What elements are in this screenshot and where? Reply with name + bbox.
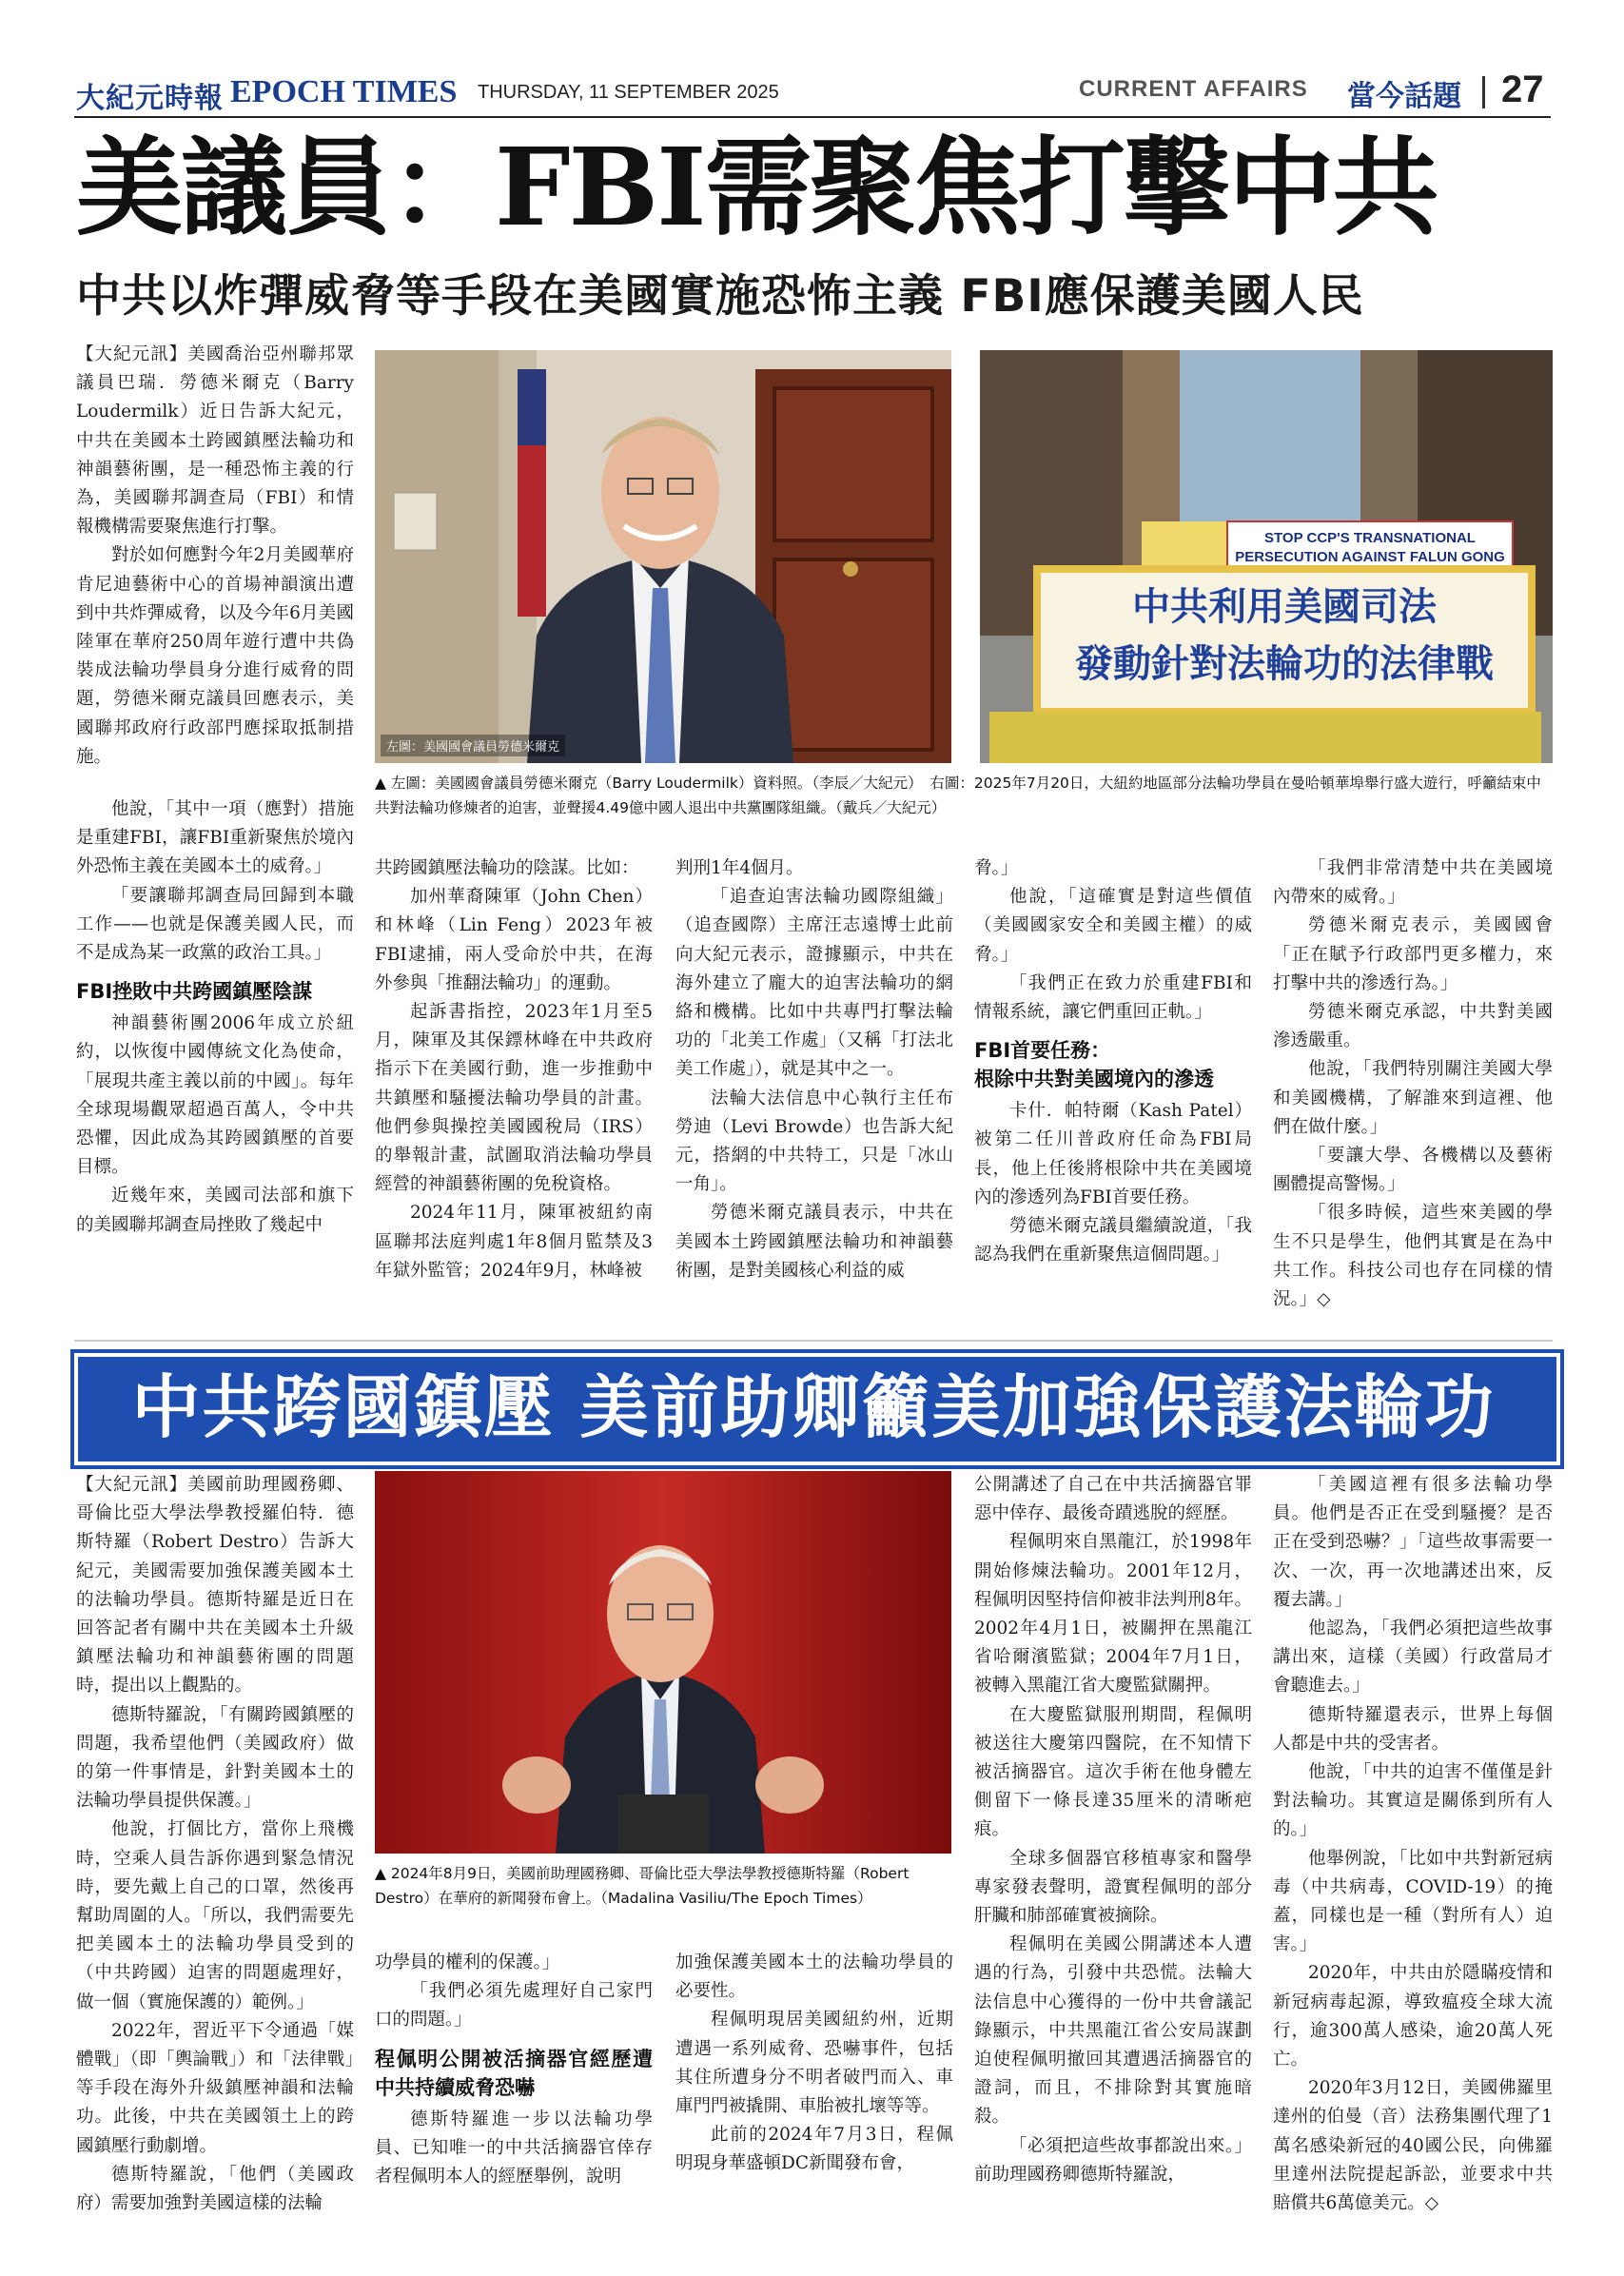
paragraph: 程佩明來自黑龍江，於1998年開始修煉法輪功。2001年12月，程佩明因堅持信仰被非法判刑8年。2002年4月1日，被關押在黑龍江省哈爾濱監獄；2004年7月1日，被轉入黑龍江省大慶監獄關押。 (974, 1532, 1252, 1697)
story2-column-5 (1273, 1471, 1553, 2261)
paragraph: 德斯特羅還表示，世界上每個人都是中共的受害者。 (1273, 1704, 1553, 1754)
paragraph: 「要讓聯邦調查局回歸到本職工作——也就是保護美國人民，而不是成為某一政黨的政治工具。」 (76, 885, 354, 964)
page-number: 27 (1501, 69, 1544, 110)
subhead-fbi-priority-line2: 根除中共對美國境內的滲透 (974, 1068, 1214, 1091)
paragraph: 加強保護美國本土的法輪功學員的必要性。 (675, 1952, 953, 2002)
story1-headline: 美議員：FBI需聚焦打擊中共 (76, 126, 1438, 250)
paragraph: 共跨國鎮壓法輪功的陰謀。比如： (375, 858, 639, 878)
photo-parade (980, 350, 1553, 763)
paragraph: 【大紀元訊】美國喬治亞州聯邦眾議員巴瑞．勞德米爾克（Barry Loudermilk）近日告訴大紀元，中共在美國本土跨國鎮壓法輪功和神韻藝術團，是一種恐怖主義的行為，美國聯邦調查局（FBI）和情報機構需要聚焦進行打擊。 (76, 344, 354, 538)
paragraph: 在大慶監獄服刑期間，程佩明被送往大慶第四醫院，在不知情下被活摘器官。這次手術在他身體左側留下一條長達35厘米的清晰疤痕。 (974, 1704, 1252, 1840)
paragraph: 勞德米爾克承認，中共對美國滲透嚴重。 (1273, 1002, 1553, 1051)
issue-date: THURSDAY, 11 SEPTEMBER 2025 (478, 82, 779, 103)
paragraph: 近幾年來，美國司法部和旗下的美國聯邦調查局挫敗了幾起中 (76, 1186, 354, 1235)
story1-column-4 (974, 854, 1252, 1328)
subhead-fbi-priority: FBI首要任務： (974, 1039, 1111, 1063)
paragraph: 2020年3月12日，美國佛羅里達州的伯曼（音）法務集團代理了1萬名感染新冠的40國公民，向佛羅里達州法院提起訴訟，並要求中共賠償共6萬億美元。◇ (1273, 2078, 1553, 2214)
paragraph: 此前的2024年7月3日，程佩明現身華盛頓DC新聞發布會， (675, 2125, 953, 2174)
paragraph: 「美國這裡有很多法輪功學員。他們是否正在受到騷擾？是否正在受到恐嚇？」「這些故事需要一次、一次，再一次地講述出來，反覆去講。」 (1273, 1475, 1553, 1610)
paragraph: 公開講述了自己在中共活摘器官罪惡中倖存、最後奇蹟逃脫的經歷。 (974, 1475, 1252, 1524)
paragraph: 神韻藝術團2006年成立於紐約，以恢復中國傳統文化為使命，「展現共產主義以前的中國」。每年全球現場觀眾超過百萬人，令中共恐懼，因此成為其跨國鎮壓的首要目標。 (76, 1013, 354, 1178)
story1-column-1-bottom (76, 795, 354, 1328)
story2-column-4 (974, 1471, 1252, 2261)
story2-headline: 中共跨國鎮壓 美前助卿籲美加強保護法輪功 (131, 1367, 1496, 1447)
photo-destro (375, 1471, 951, 1854)
story1-column-5 (1273, 854, 1553, 1328)
paragraph: 他說，「其中一項（應對）措施是重建FBI，讓FBI重新聚焦於境內外恐怖主義在美國本土的威脅。」 (76, 799, 354, 877)
story2-column-1 (76, 1471, 354, 2261)
paragraph: 他說，「我們特別關注美國大學和美國機構，了解誰來到這裡、他們在做什麼。」 (1273, 1059, 1553, 1137)
story2-column-2 (375, 1949, 653, 2261)
story1-column-2 (375, 854, 653, 1328)
paragraph: 「要讓大學、各機構以及藝術團體提高警惕。」 (1273, 1146, 1553, 1195)
protest-banner-line2: 發動針對法輪功的法律戰 (1075, 642, 1494, 686)
section-name-english: CURRENT AFFAIRS (1079, 76, 1308, 102)
paragraph: 起訴書指控，2023年1月至5月，陳軍及其保鏢林峰在中共政府指示下在美國行動，進一步推動中共鎮壓和騷擾法輪功學員的計畫。他們參與操控美國國稅局（IRS）的舉報計畫，試圖取消法輪功學員經營的神韻藝術團的免稅資格。 (375, 1002, 653, 1195)
paragraph: 勞德米爾克議員表示，中共在美國本土跨國鎮壓法輪功和神韻藝術團，是對美國核心利益的威 (675, 1203, 953, 1281)
portrait-illustration (375, 350, 951, 763)
paragraph: 勞德米爾克表示，美國國會「正在賦予行政部門更多權力，來打擊中共的滲透行為。」 (1273, 915, 1553, 993)
paragraph: 「我們非常清楚中共在美國境內帶來的威脅。」 (1273, 858, 1553, 908)
story1-subheadline: 中共以炸彈威脅等手段在美國實施恐怖主義 FBI應保護美國人民 (76, 270, 1364, 323)
paragraph: 卡什．帕特爾（Kash Patel）被第二任川普政府任命為FBI局長，他上任後將根除中共在美國境內的滲透列為FBI首要任務。 (974, 1101, 1252, 1207)
paragraph: 判刑1年4個月。 (675, 858, 804, 878)
story2-column-3 (675, 1949, 953, 2261)
masthead-rule (74, 116, 1551, 118)
paragraph: 他說，打個比方，當你上飛機時，空乘人員告訴你遇到緊急情況時，要先戴上自己的口罩，然後再幫助周圍的人。「所以，我們需要先把美國本土的法輪功學員受到的（中共跨國）迫害的問題處理好，做一個（實施保護的）範例。」 (76, 1819, 354, 2012)
protest-banner-english: STOP CCP'S TRANSNATIONAL PERSECUTION AGAINST FALUN GONG (1235, 530, 1505, 565)
paragraph: 他認為，「我們必須把這些故事講出來，這樣（美國）行政當局才會聽進去。」 (1273, 1619, 1553, 1697)
paragraph: 脅。」 (974, 858, 1019, 878)
paragraph: 2022年，習近平下令通過「媒體戰」（即「輿論戰」）和「法律戰」等手段在海外升級鎮壓神韻和法輪功。此後，中共在美國領土上的跨國鎮壓行動劇增。 (76, 2020, 354, 2156)
paragraph: 他舉例說，「比如中共對新冠病毒（中共病毒，COVID-19）的掩蓋，同樣也是一種（對所有人）迫害。」 (1273, 1848, 1553, 1955)
paragraph: 全球多個器官移植專家和醫學專家發表聲明，證實程佩明的部分肝臟和肺部確實被摘除。 (974, 1848, 1252, 1927)
paragraph: 加州華裔陳軍（John Chen）和林峰（Lin Feng）2023年被FBI逮捕，兩人受命於中共，在海外參與「推翻法輪功」的運動。 (375, 887, 653, 993)
paragraph: 他說，「這確實是對這些價值（美國國家安全和美國主權）的威脅。」 (974, 887, 1252, 965)
section-divider (1482, 76, 1485, 108)
paragraph: 程佩明現居美國紐約州，近期遭遇一系列威脅、恐嚇事件，包括其住所遭身分不明者破門而入、車庫門門被撬開、車胎被扎壞等等。 (675, 2010, 953, 2117)
protest-banner-line1: 中共利用美國司法 (1132, 585, 1437, 629)
paragraph: 法輪大法信息中心執行主任布勞迪（Levi Browde）也告訴大紀元，搭網的中共特工，只是「冰山一角」。 (675, 1088, 953, 1195)
paragraph: 勞德米爾克議員繼續說道，「我認為我們在重新聚焦這個問題。」 (974, 1216, 1252, 1266)
photo-loudermilk (375, 350, 951, 763)
story1-photo-caption: ▲ 左圖：美國國會議員勞德米爾克（Barry Loudermilk）資料照。（李辰／大紀元） 右圖：2025年7月20日，大紐約地區部分法輪功學員在曼哈頓華埠舉行盛大遊行，呼籲結束中共對法輪功修煉者的迫害，並聲援4.49億中國人退出中共黨團隊組織。（戴兵／大紀元） (375, 775, 1541, 816)
paragraph: 「追查迫害法輪功國際組織」（追查國際）主席汪志遠博士此前向大紀元表示，證據顯示，中共在海外建立了龐大的迫害法輪功的網絡和機構。比如中共專門打擊法輪功的「北美工作處」（又稱「打法北美工作處」），就是其中之一。 (675, 887, 953, 1080)
subhead-cheng-peiming: 程佩明公開被活摘器官經歷遭中共持續威脅恐嚇 (375, 2047, 653, 2099)
paragraph: 他說，「中共的迫害不僅僅是針對法輪功。其實這是關係到所有人的。」 (1273, 1762, 1553, 1840)
story-divider (74, 1340, 1553, 1342)
paragraph: 「我們正在致力於重建FBI和情報系統，讓它們重回正軌。」 (974, 972, 1252, 1023)
paragraph: 【大紀元訊】美國前助理國務卿、哥倫比亞大學法學教授羅伯特．德斯特羅（Robert Destro）告訴大紀元，美國需要加強保護美國本土的法輪功學員。德斯特羅是近日在回答記者有關中共在美國本土升級鎮壓法輪功和神韻藝術團的問題時，提出以上觀點的。 (76, 1475, 354, 1697)
photo-left-label: 左圖：美國國會議員勞德米爾克 (381, 735, 565, 756)
paragraph: 2020年，中共由於隱瞞疫情和新冠病毒起源，導致瘟疫全球大流行，逾300萬人感染，逾20萬人死亡。 (1273, 1963, 1553, 2070)
paragraph: 德斯特羅說，「有關跨國鎮壓的問題，我希望他們（美國政府）做的第一件事情是，針對美國本土的法輪功學員提供保護。」 (76, 1704, 354, 1812)
section-name-chinese: 當今話題 (1347, 80, 1461, 113)
paragraph: 「必須把這些故事都說出來。」前助理國務卿德斯特羅說， (974, 2135, 1252, 2185)
paragraph: 德斯特羅說，「他們（美國政府）需要加強對美國這樣的法輪 (76, 2164, 354, 2214)
paragraph: 程佩明在美國公開講述本人遭遇的行為，引發中共恐慌。法輪大法信息中心獲得的一份中共會議記錄顯示，中共黑龍江省公安局謀劃迫使程佩明撤回其遭遇活摘器官的證詞，而且，不排除對其實施暗殺。 (974, 1934, 1252, 2128)
masthead-logo-chinese: 大紀元時報 (76, 82, 224, 115)
destro-illustration (375, 1471, 951, 1854)
subhead-fbi-thwarts: FBI挫敗中共跨國鎮壓陰謀 (76, 980, 313, 1004)
paragraph: 德斯特羅進一步以法輪功學員、已知唯一的中共活摘器官倖存者程佩明本人的經歷舉例，說明 (375, 2109, 653, 2188)
paragraph: 對於如何應對今年2月美國華府肯尼迪藝術中心的首場神韻演出遭到中共炸彈威脅，以及今年6月美國陸軍在華府250周年遊行遭中共偽裝成法輪功學員身分進行威脅的問題，勞德米爾克議員回應表示，美國聯邦政府行政部門應採取抵制措施。 (76, 545, 354, 767)
masthead-logo-english: EPOCH TIMES (230, 74, 458, 109)
paragraph: 功學員的權利的保護。」 (375, 1952, 560, 1972)
paragraph: 「很多時候，這些來美國的學生不只是學生，他們其實是在為中共工作。科技公司也存在同樣的情況。」◇ (1273, 1203, 1553, 1310)
story1-column-1-top (76, 341, 354, 769)
story2-photo-caption: ▲ 2024年8月9日，美國前助理國務卿、哥倫比亞大學法學教授德斯特羅（Robert Destro）在華府的新聞發布會上。（Madalina Vasiliu/The Epoch Times） (375, 1865, 910, 1907)
story1-column-3 (675, 854, 953, 1328)
paragraph: 「我們必須先處理好自己家門口的問題。」 (375, 1981, 653, 2031)
paragraph: 2024年11月，陳軍被紐約南區聯邦法庭判處1年8個月監禁及3年獄外監管；2024年9月，林峰被 (375, 1203, 653, 1281)
